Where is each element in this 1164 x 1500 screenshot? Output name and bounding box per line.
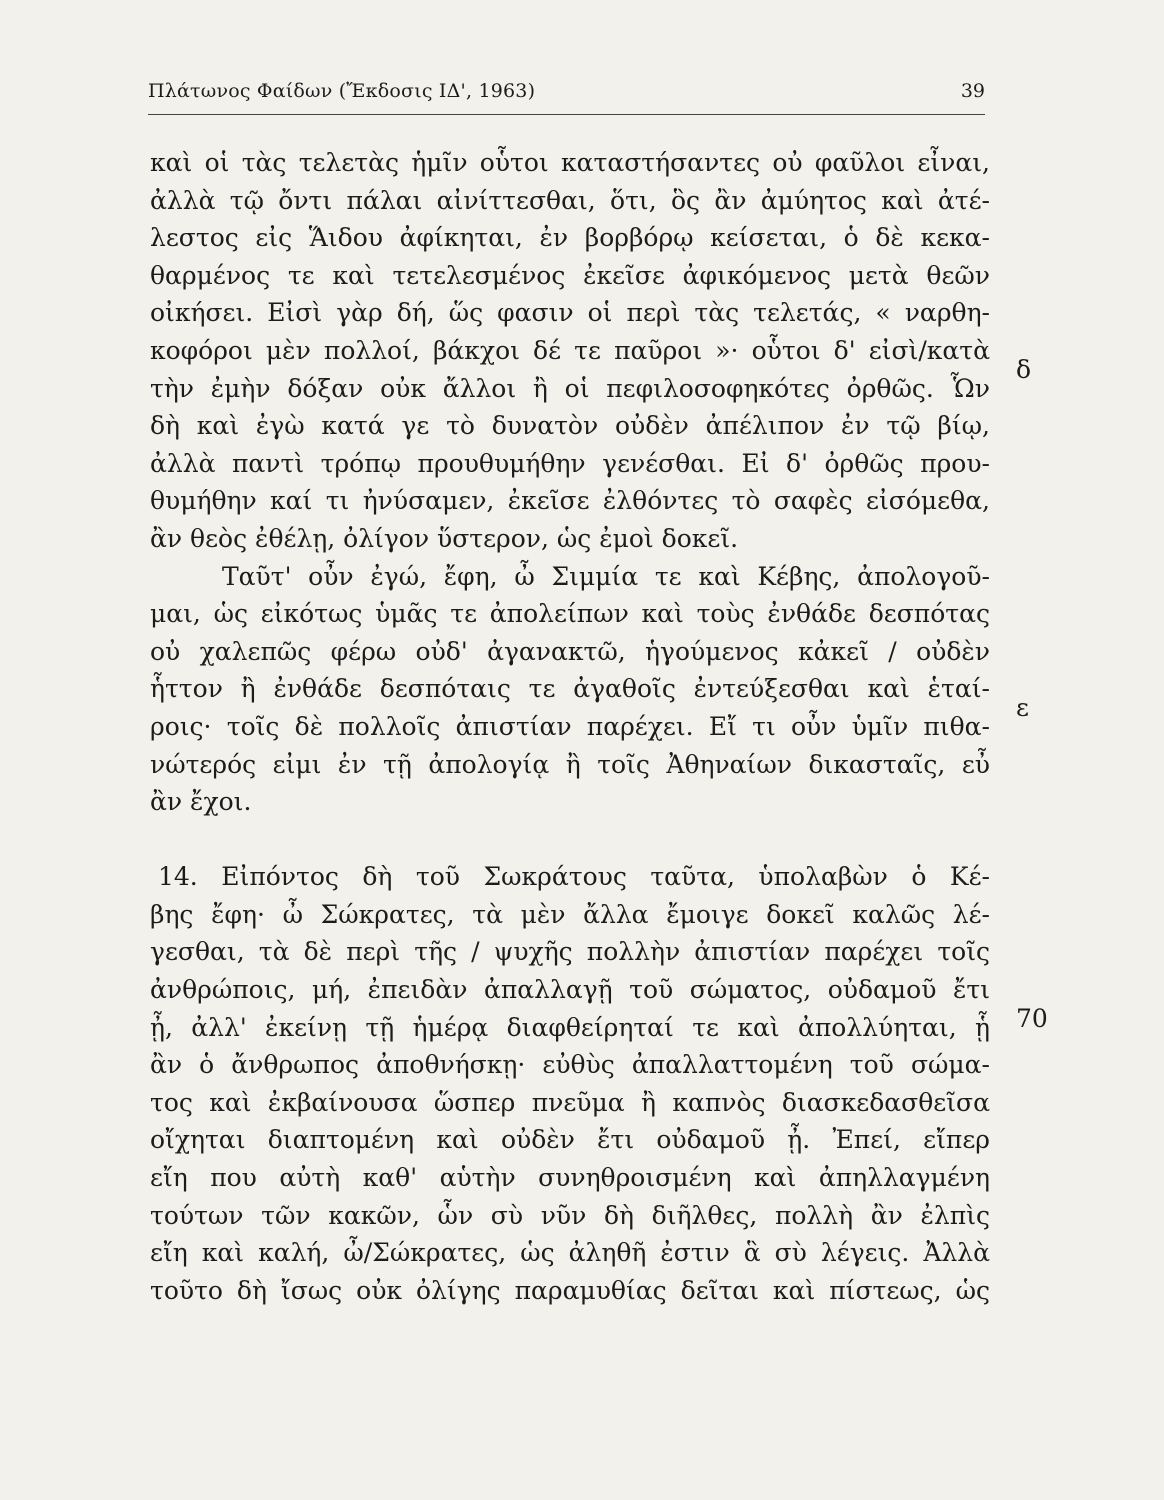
margin-note-epsilon: ε <box>1016 693 1029 722</box>
text-line: ἂν ἔχοι. <box>150 787 252 817</box>
text-line: καὶ οἱ τὰς τελετὰς ἡμῖν οὗτοι καταστήσαντες οὐ φαῦλοι εἶναι, <box>150 148 990 177</box>
margin-note-stephanus-70: 70 <box>1016 1004 1048 1033</box>
text-line: ἀνθρώποις, μή, ἐπειδὰν ἀπαλλαγῇ τοῦ σώματος, οὐδαμοῦ ἔτι <box>150 975 990 1005</box>
section-start-line: 14. Εἰπόντος δὴ τοῦ Σωκράτους ταῦτα, ὑπολαβὼν ὁ Κέ- <box>158 862 990 892</box>
text-line: εἴη που αὐτὴ καθ' αὑτὴν συνηθροισμένη καὶ ἀπηλλαγμένη <box>150 1163 990 1193</box>
text-line: οὐ χαλεπῶς φέρω οὐδ' ἀγανακτῶ, ἡγούμενος κἀκεῖ / οὐδὲν <box>150 636 990 666</box>
text-line: τὴν ἐμὴν δόξαν οὐκ ἄλλοι ἢ οἱ πεφιλοσοφηκότες ὀρθῶς. Ὧν <box>150 373 990 403</box>
section-gap <box>150 821 990 859</box>
text-line: ᾖ, ἀλλ' ἐκείνῃ τῇ ἡμέρᾳ διαφθείρηταί τε καὶ ἀπολλύηται, ᾗ <box>150 1012 990 1042</box>
text-line: νώτερός εἰμι ἐν τῇ ἀπολογίᾳ ἢ τοῖς Ἀθηναίων δικασταῖς, εὖ <box>150 749 990 779</box>
text-line: γεσθαι, τὰ δὲ περὶ τῆς / ψυχῆς πολλὴν ἀπιστίαν παρέχει τοῖς <box>150 937 990 967</box>
text-line: ἧττον ἢ ἐνθάδε δεσπόταις τε ἀγαθοῖς ἐντεύξεσθαι καὶ ἑταί- <box>150 674 990 704</box>
text-line: δὴ καὶ ἐγὼ κατά γε τὸ δυνατὸν οὐδὲν ἀπέλιπον ἐν τῷ βίῳ, <box>150 411 990 441</box>
text-line: ροις· τοῖς δὲ πολλοῖς ἀπιστίαν παρέχει. Εἴ τι οὖν ὑμῖν πιθα- <box>150 711 990 741</box>
text-line: κοφόροι μὲν πολλοί, βάκχοι δέ τε παῦροι »· οὗτοι δ' εἰσὶ/κατὰ <box>150 335 990 365</box>
text-line: μαι, ὡς εἰκότως ὑμᾶς τε ἀπολείπων καὶ τοὺς ἐνθάδε δεσπότας <box>150 599 990 629</box>
body-text <box>150 144 990 1309</box>
text-line: τοῦτο δὴ ἴσως οὐκ ὀλίγης παραμυθίας δεῖται καὶ πίστεως, ὡς <box>150 1275 990 1305</box>
text-line: τος καὶ ἐκβαίνουσα ὥσπερ πνεῦμα ἢ καπνὸς διασκεδασθεῖσα <box>150 1087 990 1117</box>
text-line: θαρμένος τε καὶ τετελεσμένος ἐκεῖσε ἀφικόμενος μετὰ θεῶν <box>150 260 990 290</box>
page-number: 39 <box>960 80 985 102</box>
text-line: ἀλλὰ παντὶ τρόπῳ προυθυμήθην γενέσθαι. Εἰ δ' ὀρθῶς πρου- <box>150 448 990 478</box>
text-line: βης ἔφη· ὦ Σώκρατες, τὰ μὲν ἄλλα ἔμοιγε δοκεῖ καλῶς λέ- <box>150 899 990 929</box>
text-line: εἴη καὶ καλή, ὦ/Σώκρατες, ὡς ἀληθῆ ἐστιν ἃ σὺ λέγεις. Ἀλλὰ <box>150 1238 990 1268</box>
text-line: ἂν θεὸς ἐθέλῃ, ὀλίγον ὕστερον, ὡς ἐμοὶ δοκεῖ. <box>150 523 739 553</box>
margin-note-delta: δ <box>1016 355 1032 384</box>
page-header <box>148 80 985 114</box>
text-line: λεστος εἰς Ἅιδου ἀφίκηται, ἐν βορβόρῳ κείσεται, ὁ δὲ κεκα- <box>150 223 990 253</box>
running-title: Πλάτωνος Φαίδων (Ἔκδοσις ΙΔ', 1963) <box>148 80 536 102</box>
header-rule <box>148 114 985 115</box>
text-line: οἴχηται διαπτομένη καὶ οὐδὲν ἔτι οὐδαμοῦ ᾖ. Ἐπεί, εἴπερ <box>150 1125 990 1155</box>
text-line: ἂν ὁ ἄνθρωπος ἀποθνήσκῃ· εὐθὺς ἀπαλλαττομένη τοῦ σώμα- <box>150 1050 990 1080</box>
paragraph-start-line: Ταῦτ' οὖν ἐγώ, ἔφη, ὦ Σιμμία τε καὶ Κέβης, ἀπολογοῦ- <box>222 561 990 591</box>
text-line: θυμήθην καί τι ἠνύσαμεν, ἐκεῖσε ἐλθόντες τὸ σαφὲς εἰσόμεθα, <box>150 486 990 516</box>
text-line: ἀλλὰ τῷ ὄντι πάλαι αἰνίττεσθαι, ὅτι, ὃς ἂν ἀμύητος καὶ ἀτέ- <box>150 185 990 215</box>
text-line: οἰκήσει. Εἰσὶ γὰρ δή, ὥς φασιν οἱ περὶ τὰς τελετάς, « ναρθη- <box>150 298 990 328</box>
text-line: τούτων τῶν κακῶν, ὧν σὺ νῦν δὴ διῆλθες, πολλὴ ἂν ἐλπὶς <box>150 1200 990 1230</box>
